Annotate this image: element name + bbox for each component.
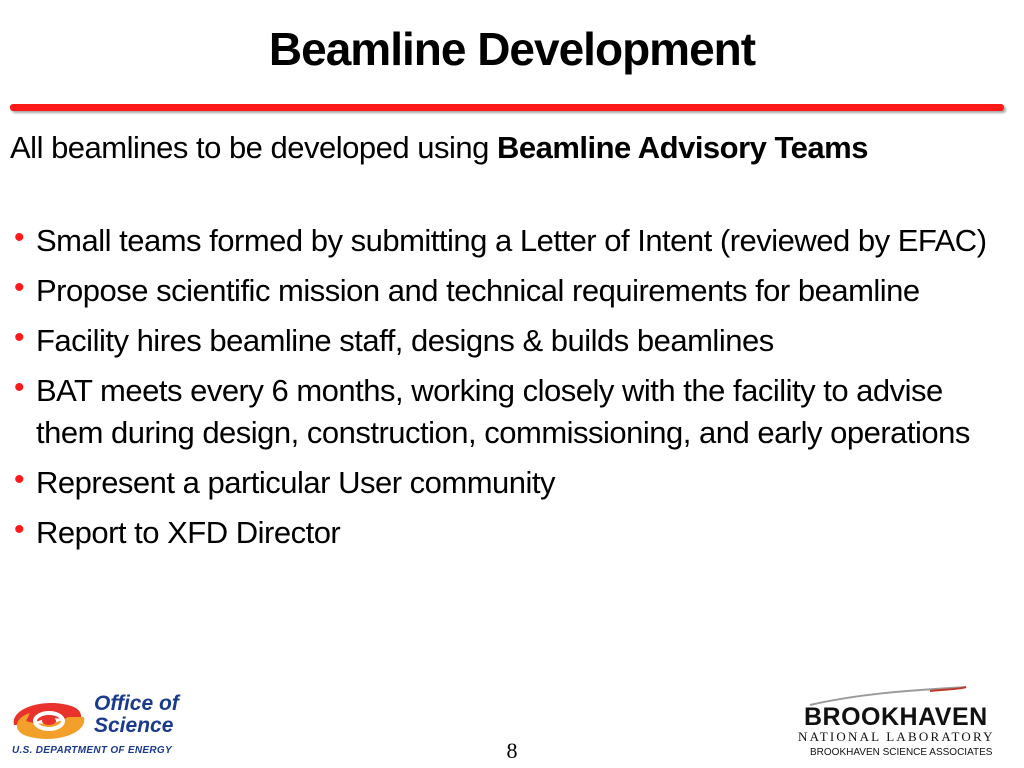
intro-emphasis: Beamline Advisory Teams (496, 130, 868, 165)
bullet-item (10, 370, 1010, 454)
bullet-dot-icon: • (14, 371, 25, 404)
bullet-item (10, 512, 1010, 554)
bullet-text: Small teams formed by submitting a Letter of Intent (reviewed by EFAC) (36, 223, 987, 258)
bullet-item (10, 270, 1010, 312)
page-number: 8 (506, 738, 518, 763)
intro-text: All beamlines to be developed using (10, 130, 497, 165)
bullet-item (10, 220, 1010, 262)
national-laboratory-text: NATIONAL LABORATORY (798, 729, 995, 744)
bullet-item (10, 320, 1010, 362)
bullet-dot-icon: • (14, 463, 25, 496)
brookhaven-logo (790, 685, 1020, 765)
science-associates-text: BROOKHAVEN SCIENCE ASSOCIATES (810, 747, 993, 758)
bullet-dot-icon: • (14, 271, 25, 304)
title-divider (10, 104, 1004, 111)
bullet-dot-icon: • (14, 321, 25, 354)
slide-title: Beamline Development (268, 23, 756, 75)
bullet-text: Report to XFD Director (36, 515, 341, 550)
bullet-item (10, 462, 1010, 504)
bullet-text: Facility hires beamline staff, designs & builds beamlines (36, 323, 774, 358)
logo-line2: Science (94, 714, 174, 737)
bullet-dot-icon: • (14, 221, 25, 254)
bullet-text: BAT meets every 6 months, working closely with the facility to advise them during design, construction, commissioning, and early operations (36, 373, 970, 450)
bullet-text: Propose scientific mission and technical requirements for beamline (36, 273, 920, 308)
bullet-list (10, 220, 1010, 562)
office-of-science-wordmark (94, 693, 179, 737)
intro-line (10, 130, 868, 166)
bullet-dot-icon: • (14, 513, 25, 546)
bullet-text: Represent a particular User community (36, 465, 556, 500)
logo-line1: Office of (94, 692, 179, 715)
doe-tagline: U.S. DEPARTMENT OF ENERGY (12, 745, 172, 756)
brookhaven-wordmark: BROOKHAVEN (804, 703, 988, 731)
